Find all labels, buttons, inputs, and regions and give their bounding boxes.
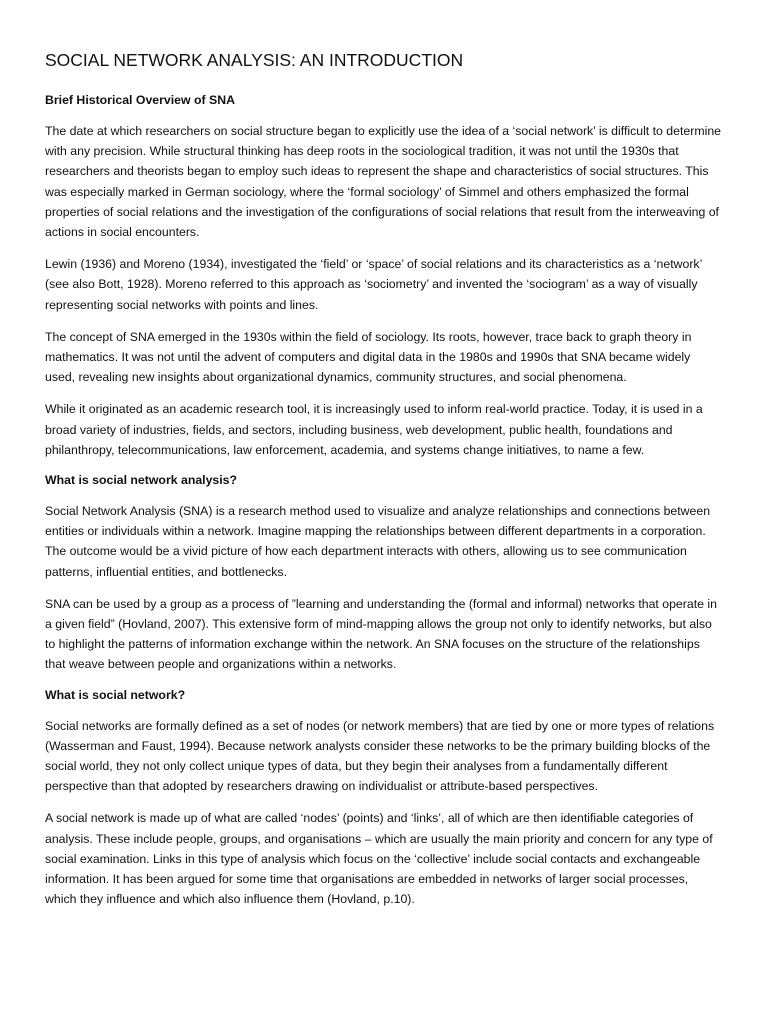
section-heading: Brief Historical Overview of SNA xyxy=(45,93,235,107)
paragraph: A social network is made up of what are called ‘nodes’ (points) and ‘links’, all of which are then identifiable categories of analysis. These include people, groups, and organisations – which are usually the main priority and concern for any type of social examination. Links in this type of analysis which focus on the ‘collective’ include social contacts and exchangeable information. It has been argued for some time that organisations are embedded in networks of larger social processes, which they influence and which also influence them (Hovland, p.10). xyxy=(45,811,713,907)
paragraph: Social Network Analysis (SNA) is a research method used to visualize and analyze relationships and connections between entities or individuals within a network. Imagine mapping the relationships between different departments in a corporation. The outcome would be a vivid picture of how each department interacts with others, allowing us to see communication patterns, influential entities, and bottlenecks. xyxy=(45,504,711,579)
paragraph: The date at which researchers on social structure began to explicitly use the idea of a ‘social network’ is difficult to determine with any precision. While structural thinking has deep roots in the sociological tradition, it was not until the 1930s that researchers and theorists began to employ such ideas to represent the shape and characteristics of social structures. This was especially marked in German sociology, where the ‘formal sociology’ of Simmel and others emphasized the formal properties of social relations and the investigation of the configurations of social relations that result from the interweaving of actions in social encounters. xyxy=(45,124,721,240)
section-what-is-social-network xyxy=(45,687,722,910)
section-heading: What is social network analysis? xyxy=(45,473,238,488)
section-what-is-sna xyxy=(45,472,722,675)
paragraph: Social networks are formally defined as a set of nodes (or network members) that are tied by one or more types of relations (Wasserman and Faust, 1994). Because network analysts consider these networks to be the primary building blocks of the social world, they not only collect unique types of data, but they begin their analyses from a fundamentally different perspective than that adopted by researchers drawing on individualist or attribute-based perspectives. xyxy=(45,718,715,794)
document-title: SOCIAL NETWORK ANALYSIS: AN INTRODUCTION xyxy=(45,50,464,70)
section-heading: What is social network? xyxy=(45,687,186,702)
section-historical-overview xyxy=(45,92,722,460)
paragraph: Lewin (1936) and Moreno (1934), investigated the ‘field’ or ‘space’ of social relations and its characteristics as a ‘network’ (see also Bott, 1928). Moreno referred to this approach as ‘sociometry’ and invented the ‘sociogram’ as a way of visually representing social networks with points and lines. xyxy=(45,257,702,312)
paragraph: While it originated as an academic research tool, it is increasingly used to inform real-world practice. Today, it is used in a broad variety of industries, fields, and sectors, including business, web development, public health, foundations and philanthropy, telecommunications, law enforcement, academia, and systems change initiatives, to name a few. xyxy=(45,402,703,457)
paragraph: SNA can be used by a group as a process of ”learning and understanding the (formal and informal) networks that operate in a given field” (Hovland, 2007). This extensive form of mind-mapping allows the group not only to identify networks, but also to highlight the patterns of information exchange within the network. An SNA focuses on the structure of the relationships that weave between people and organizations within a networks. xyxy=(45,596,717,672)
paragraph: The concept of SNA emerged in the 1930s within the field of sociology. Its roots, however, trace back to graph theory in mathematics. It was not until the advent of computers and digital data in the 1980s and 1990s that SNA became widely used, revealing new insights about organizational dynamics, community structures, and social phenomena. xyxy=(45,329,692,385)
